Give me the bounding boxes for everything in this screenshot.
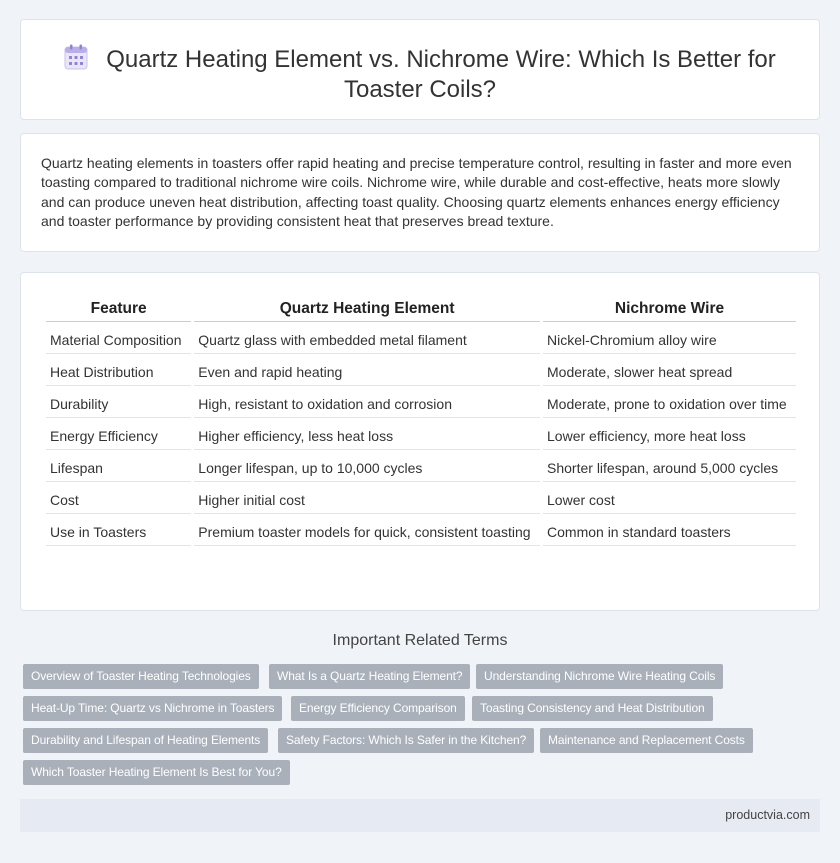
row-feature: Use in Toasters: [46, 516, 191, 546]
tag-link[interactable]: Durability and Lifespan of Heating Elements: [23, 728, 268, 753]
table-row: [46, 356, 796, 386]
row-quartz: Higher efficiency, less heat loss: [194, 420, 540, 450]
row-nichrome: Moderate, prone to oxidation over time: [543, 388, 796, 418]
header-nichrome: Nichrome Wire: [543, 297, 796, 322]
page-title: Quartz Heating Element vs. Nichrome Wire: Which Is Better for Toaster Coils?: [106, 46, 776, 103]
tag-link[interactable]: Understanding Nichrome Wire Heating Coils: [476, 664, 723, 689]
row-quartz: Higher initial cost: [194, 484, 540, 514]
row-feature: Cost: [46, 484, 191, 514]
row-feature: Heat Distribution: [46, 356, 191, 386]
tag-link[interactable]: Toasting Consistency and Heat Distribution: [472, 696, 713, 721]
row-feature: Durability: [46, 388, 191, 418]
related-terms-heading: Important Related Terms: [332, 632, 508, 649]
row-quartz: Even and rapid heating: [194, 356, 540, 386]
tag-link[interactable]: Overview of Toaster Heating Technologies: [23, 664, 259, 689]
tag-link[interactable]: Energy Efficiency Comparison: [291, 696, 465, 721]
row-nichrome: Lower efficiency, more heat loss: [543, 420, 796, 450]
table-row: [46, 388, 796, 418]
tag-link[interactable]: Safety Factors: Which Is Safer in the Kitchen?: [278, 728, 534, 753]
table-header-row: [46, 297, 796, 322]
calendar-grid-icon: [64, 44, 88, 70]
row-nichrome: Common in standard toasters: [543, 516, 796, 546]
comparison-table: [43, 295, 799, 548]
row-nichrome: Lower cost: [543, 484, 796, 514]
footer-site-link[interactable]: productvia.com: [725, 808, 810, 822]
row-feature: Material Composition: [46, 324, 191, 354]
footer-bar: [20, 799, 820, 832]
intro-paragraph: Quartz heating elements in toasters offer rapid heating and precise temperature control, resulting in faster and more even toasting compared to traditional nichrome wire coils. Nichrome wire, while durable and cost-effective, heats more slowly and can produce uneven heat distribution, affecting toast quality. Choosing quartz elements enhances energy efficiency and toaster performance by providing consistent heat that preserves bread texture.: [41, 155, 792, 230]
table-row: [46, 484, 796, 514]
row-feature: Energy Efficiency: [46, 420, 191, 450]
header-quartz: Quartz Heating Element: [194, 297, 540, 322]
table-row: [46, 324, 796, 354]
row-nichrome: Nickel-Chromium alloy wire: [543, 324, 796, 354]
row-quartz: Quartz glass with embedded metal filament: [194, 324, 540, 354]
row-feature: Lifespan: [46, 452, 191, 482]
title-card: [20, 19, 820, 120]
row-quartz: High, resistant to oxidation and corrosion: [194, 388, 540, 418]
intro-card: [20, 133, 820, 252]
row-nichrome: Shorter lifespan, around 5,000 cycles: [543, 452, 796, 482]
row-nichrome: Moderate, slower heat spread: [543, 356, 796, 386]
tag-link[interactable]: What Is a Quartz Heating Element?: [269, 664, 470, 689]
table-row: [46, 516, 796, 546]
table-row: [46, 452, 796, 482]
table-row: [46, 420, 796, 450]
page-title-row: [61, 44, 779, 105]
tag-link[interactable]: Heat-Up Time: Quartz vs Nichrome in Toasters: [23, 696, 282, 721]
comparison-card: [20, 272, 820, 611]
row-quartz: Premium toaster models for quick, consistent toasting: [194, 516, 540, 546]
row-quartz: Longer lifespan, up to 10,000 cycles: [194, 452, 540, 482]
tag-link[interactable]: Which Toaster Heating Element Is Best for You?: [23, 760, 290, 785]
header-feature: Feature: [46, 297, 191, 322]
tag-link[interactable]: Maintenance and Replacement Costs: [540, 728, 753, 753]
